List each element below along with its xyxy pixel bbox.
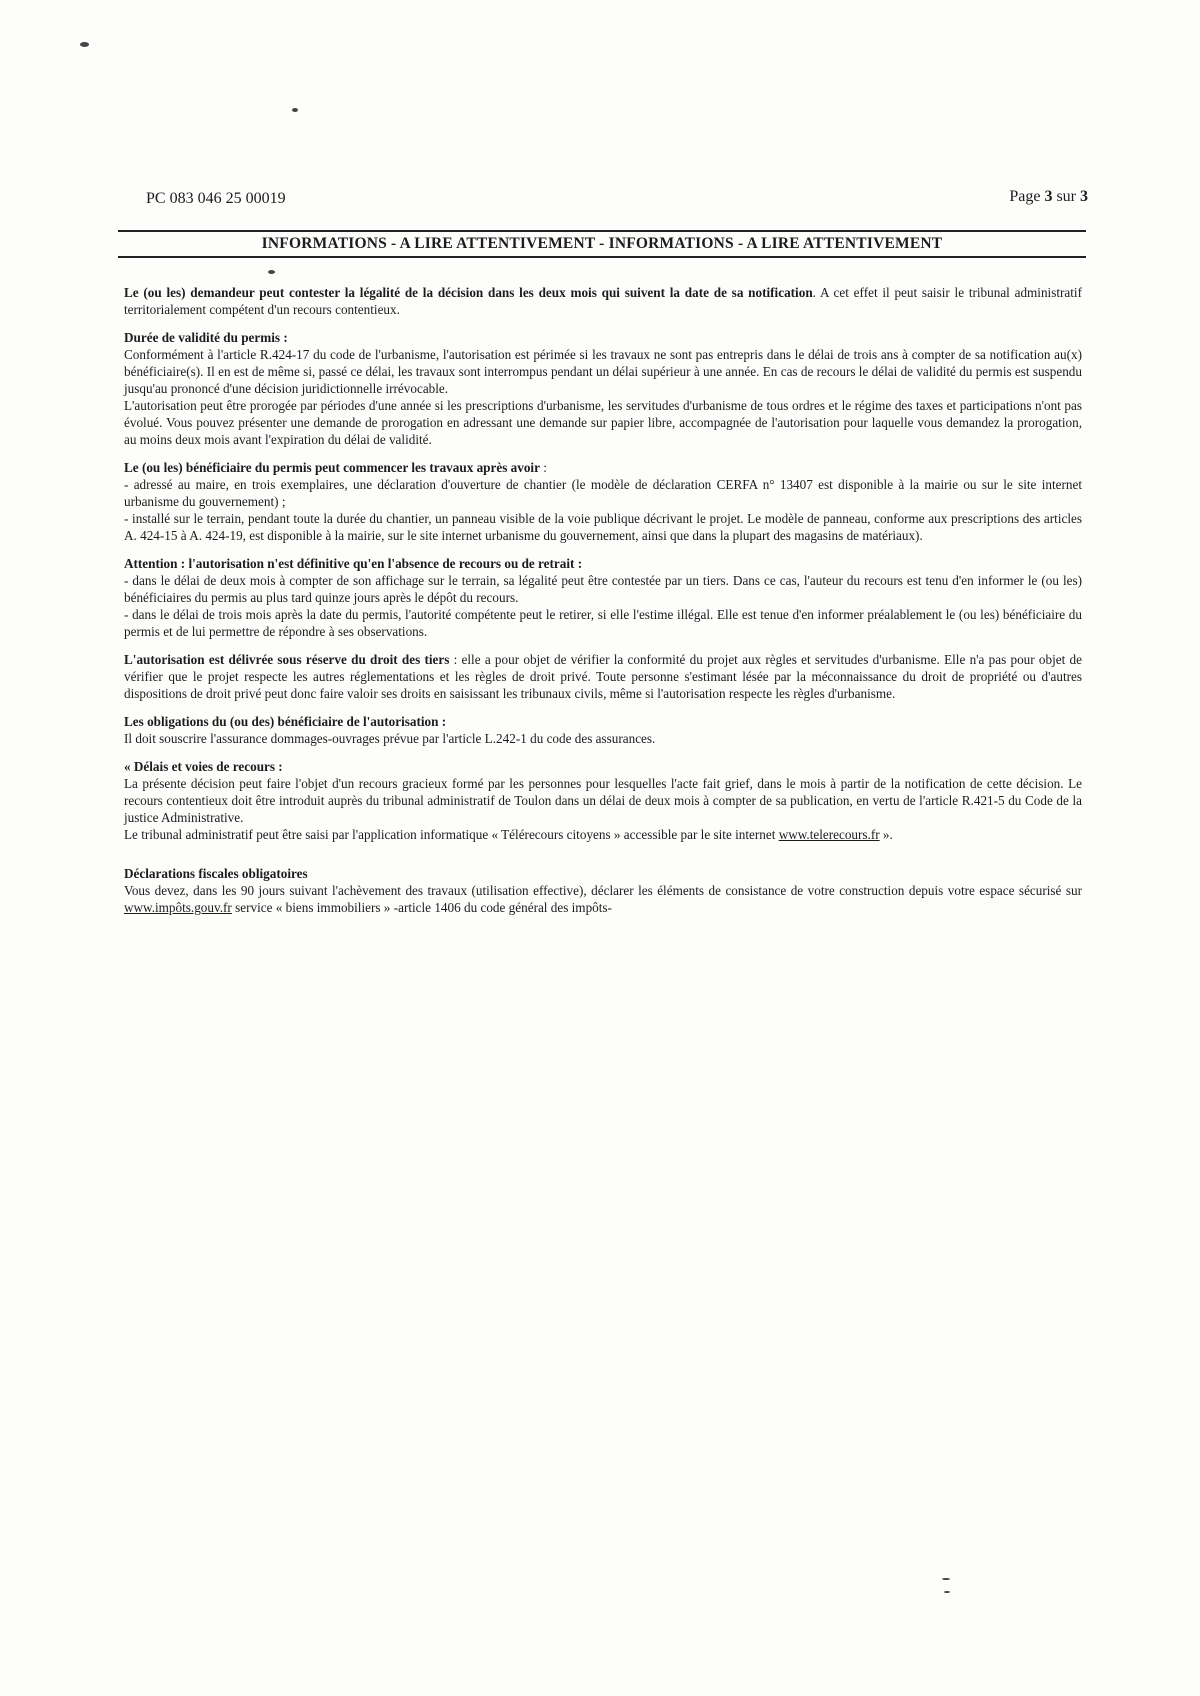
attention-item-1: - dans le délai de deux mois à compter de son affichage sur le terrain, sa légalité peut être contestée par un tiers. Dans ce cas, l'auteur du recours est tenu d'en informer le (ou les) bénéficiaires du permis au plus tard quinze jours après le dépôt du recours. [124,573,1082,605]
validity-paragraph-1: Conformément à l'article R.424-17 du code de l'urbanisme, l'autorisation est périmée si les travaux ne sont pas entrepris dans le délai de trois ans à compter de sa notification au(x) bénéficiaire(s). Il en est de même si, passé ce délai, les travaux sont interrompus pendant un délai supérieur à une année. En cas de recours le délai de validité du permis est suspendu jusqu'au prononcé d'une décision juridictionnelle irrévocable. [124,347,1082,396]
page-number [1009,188,1088,206]
page-total: 3 [1080,188,1088,205]
start-works-item-1: - adressé au maire, en trois exemplaires, une déclaration d'ouverture de chantier (le modèle de déclaration CERFA n° 13407 est disponible à la mairie ou sur le site internet urbanisme du gouvernement) ; [124,477,1082,509]
attention-heading: Attention : l'autorisation n'est définitive qu'en l'absence de recours ou de retrait : [124,556,583,571]
scan-speck [944,1591,950,1593]
information-banner: INFORMATIONS - A LIRE ATTENTIVEMENT - INFORMATIONS - A LIRE ATTENTIVEMENT [118,230,1086,258]
obligations-text: Il doit souscrire l'assurance dommages-ouvrages prévue par l'article L.242-1 du code des assurances. [124,731,656,746]
third-party-section [124,651,1082,702]
start-works-heading-tail: : [539,460,547,475]
appeals-heading: « Délais et voies de recours : [124,759,283,774]
telerecours-link[interactable]: www.telerecours.fr [778,827,880,842]
tax-text-end: service « biens immobiliers » -article 1406 du code général des impôts- [231,900,612,915]
appeals-section [124,758,1082,843]
start-works-heading: Le (ou les) bénéficiaire du permis peut commencer les travaux après avoir [124,460,540,475]
third-party-text: : elle a pour objet de vérifier la conformité du projet aux règles et servitudes d'urbanisme. Elle n'a pas pour objet de vérifier que le projet respecte les autres réglementations et les règles de droit privé. Toute personne s'estimant lésée par la méconnaissance du droit de propriété ou d'autres dispositions de droit privé peut donc faire valoir ses droits en saisissant les tribunaux civils, même si l'autorisation respecte les règles d'urbanisme. [124,652,1082,701]
page-current: 3 [1044,188,1053,205]
intro-text: . A cet effet il peut saisir le tribunal administratif territorialement compétent d'un recours contentieux. [124,285,1082,317]
scan-speck [942,1578,950,1580]
intro-bold: Le (ou les) demandeur peut contester la légalité de la décision dans les deux mois qui suivent la date de sa notification [124,285,813,300]
page-label: Page [1009,188,1041,205]
tax-text: Vous devez, dans les 90 jours suivant l'achèvement des travaux (utilisation effective), déclarer les éléments de consistance de votre construction depuis votre espace sécurisé sur [124,883,1082,898]
validity-heading: Durée de validité du permis : [124,330,288,345]
scan-speck [292,108,298,112]
page-separator: sur [1056,188,1076,205]
appeals-paragraph-2 [124,826,1082,843]
permit-reference: PC 083 046 25 00019 [146,190,286,207]
scan-speck [268,270,275,274]
tax-heading: Déclarations fiscales obligatoires [124,866,308,881]
third-party-bold: L'autorisation est délivrée sous réserve du droit des tiers [124,652,450,667]
tax-section [124,865,1082,916]
obligations-section [124,713,1082,747]
impots-link[interactable]: www.impôts.gouv.fr [124,900,232,915]
attention-item-2: - dans le délai de trois mois après la date du permis, l'autorité compétente peut le retirer, si elle l'estime illégal. Elle est tenue d'en informer préalablement le (ou les) bénéficiaire du permis et de lui permettre de répondre à ses observations. [124,607,1082,639]
appeals-paragraph-1: La présente décision peut faire l'objet d'un recours gracieux formé par les personnes pour lesquelles l'acte fait grief, dans le mois à partir de la notification de cette décision. Le recours contentieux doit être introduit auprès du tribunal administratif de Toulon dans un délai de deux mois à compter de sa publication, en vertu de l'article R.421-5 du Code de la justice Administrative. [124,776,1082,825]
appeals-text-end: ». [879,827,893,842]
intro-section [124,284,1082,318]
validity-paragraph-2: L'autorisation peut être prorogée par périodes d'une année si les prescriptions d'urbanisme, les servitudes d'urbanisme de tous ordres et le régime des taxes et participations n'ont pas évolué. Vous pouvez présenter une demande de prorogation en adressant une demande sur papier libre, accompagnée de l'autorisation pour laquelle vous demandez la prorogation, au moins deux mois avant l'expiration du délai de validité. [124,398,1082,447]
appeals-text: Le tribunal administratif peut être saisi par l'application informatique « Télérecours citoyens » accessible par le site internet [124,827,779,842]
tax-paragraph [124,882,1082,916]
attention-section [124,555,1082,640]
start-works-item-2: - installé sur le terrain, pendant toute la durée du chantier, un panneau visible de la voie publique décrivant le projet. Le modèle de panneau, conforme aux prescriptions des articles A. 424-15 à A. 424-19, est disponible à la mairie, sur le site internet urbanisme du gouvernement, ainsi que dans la plupart des magasins de matériaux). [124,511,1082,543]
obligations-heading: Les obligations du (ou des) bénéficiaire de l'autorisation : [124,714,447,729]
scan-speck [80,42,89,47]
validity-section [124,329,1082,448]
start-works-section [124,459,1082,544]
document-body [124,284,1082,927]
